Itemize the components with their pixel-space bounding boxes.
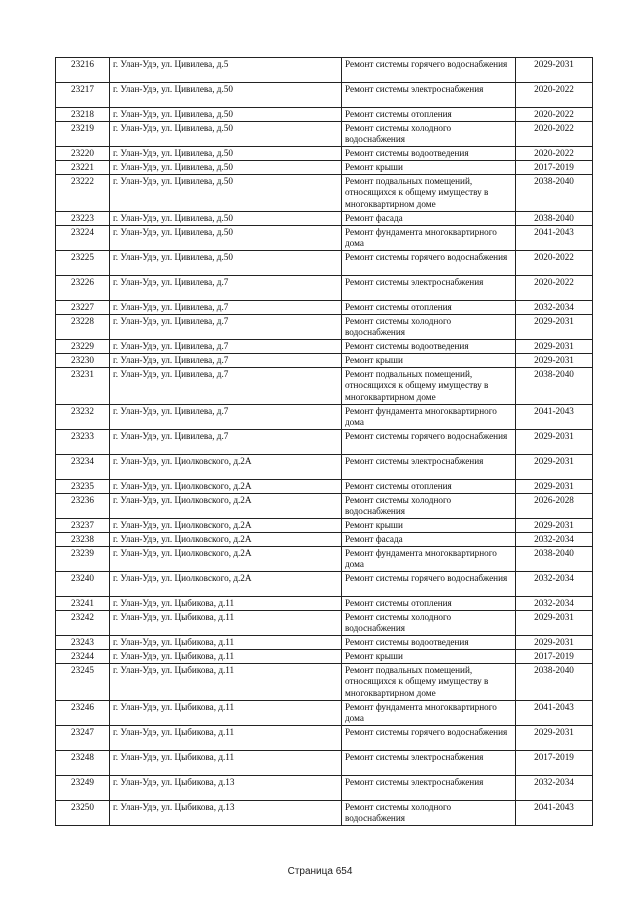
table-body bbox=[56, 58, 593, 826]
address-cell: г. Улан-Удэ, ул. Циолковского, д.2А bbox=[110, 519, 342, 533]
address-cell: г. Улан-Удэ, ул. Циолковского, д.2А bbox=[110, 455, 342, 480]
row-number-cell: 23238 bbox=[56, 533, 110, 547]
address-cell: г. Улан-Удэ, ул. Циолковского, д.2А bbox=[110, 572, 342, 597]
period-cell: 2017-2019 bbox=[516, 751, 593, 776]
table-row bbox=[56, 494, 593, 519]
period-cell: 2029-2031 bbox=[516, 455, 593, 480]
table-row bbox=[56, 405, 593, 430]
address-cell: г. Улан-Удэ, ул. Цыбикова, д.11 bbox=[110, 751, 342, 776]
work-type-cell: Ремонт системы горячего водоснабжения bbox=[342, 430, 516, 455]
address-cell: г. Улан-Удэ, ул. Цивилева, д.7 bbox=[110, 354, 342, 368]
work-type-cell: Ремонт системы холодного водоснабжения bbox=[342, 494, 516, 519]
work-type-cell: Ремонт системы электроснабжения bbox=[342, 455, 516, 480]
period-cell: 2032-2034 bbox=[516, 776, 593, 801]
row-number-cell: 23222 bbox=[56, 175, 110, 212]
work-type-cell: Ремонт фундамента многоквартирного дома bbox=[342, 547, 516, 572]
work-type-cell: Ремонт системы холодного водоснабжения bbox=[342, 801, 516, 826]
work-type-cell: Ремонт системы горячего водоснабжения bbox=[342, 251, 516, 276]
period-cell: 2041-2043 bbox=[516, 226, 593, 251]
table-row bbox=[56, 354, 593, 368]
period-cell: 2038-2040 bbox=[516, 175, 593, 212]
row-number-cell: 23239 bbox=[56, 547, 110, 572]
row-number-cell: 23218 bbox=[56, 108, 110, 122]
table-row bbox=[56, 301, 593, 315]
row-number-cell: 23220 bbox=[56, 147, 110, 161]
address-cell: г. Улан-Удэ, ул. Цивилева, д.7 bbox=[110, 315, 342, 340]
row-number-cell: 23229 bbox=[56, 340, 110, 354]
row-number-cell: 23230 bbox=[56, 354, 110, 368]
row-number-cell: 23248 bbox=[56, 751, 110, 776]
row-number-cell: 23225 bbox=[56, 251, 110, 276]
repair-schedule-table bbox=[55, 57, 593, 826]
period-cell: 2017-2019 bbox=[516, 161, 593, 175]
row-number-cell: 23221 bbox=[56, 161, 110, 175]
period-cell: 2041-2043 bbox=[516, 801, 593, 826]
row-number-cell: 23232 bbox=[56, 405, 110, 430]
row-number-cell: 23247 bbox=[56, 726, 110, 751]
period-cell: 2020-2022 bbox=[516, 108, 593, 122]
period-cell: 2020-2022 bbox=[516, 147, 593, 161]
work-type-cell: Ремонт системы отопления bbox=[342, 597, 516, 611]
address-cell: г. Улан-Удэ, ул. Цивилева, д.7 bbox=[110, 405, 342, 430]
address-cell: г. Улан-Удэ, ул. Цыбикова, д.11 bbox=[110, 664, 342, 701]
period-cell: 2041-2043 bbox=[516, 701, 593, 726]
work-type-cell: Ремонт системы холодного водоснабжения bbox=[342, 611, 516, 636]
address-cell: г. Улан-Удэ, ул. Цивилева, д.50 bbox=[110, 161, 342, 175]
table-row bbox=[56, 547, 593, 572]
work-type-cell: Ремонт системы холодного водоснабжения bbox=[342, 315, 516, 340]
address-cell: г. Улан-Удэ, ул. Цивилева, д.7 bbox=[110, 276, 342, 301]
work-type-cell: Ремонт крыши bbox=[342, 519, 516, 533]
row-number-cell: 23236 bbox=[56, 494, 110, 519]
table-row bbox=[56, 455, 593, 480]
period-cell: 2017-2019 bbox=[516, 650, 593, 664]
address-cell: г. Улан-Удэ, ул. Цивилева, д.50 bbox=[110, 108, 342, 122]
table-row bbox=[56, 650, 593, 664]
address-cell: г. Улан-Удэ, ул. Цыбикова, д.11 bbox=[110, 650, 342, 664]
address-cell: г. Улан-Удэ, ул. Цыбикова, д.11 bbox=[110, 611, 342, 636]
table-row bbox=[56, 572, 593, 597]
period-cell: 2029-2031 bbox=[516, 430, 593, 455]
period-cell: 2041-2043 bbox=[516, 405, 593, 430]
address-cell: г. Улан-Удэ, ул. Цивилева, д.50 bbox=[110, 122, 342, 147]
work-type-cell: Ремонт крыши bbox=[342, 354, 516, 368]
work-type-cell: Ремонт подвальных помещений, относящихся к общему имуществу в многоквартирном доме bbox=[342, 175, 516, 212]
address-cell: г. Улан-Удэ, ул. Цыбикова, д.11 bbox=[110, 636, 342, 650]
work-type-cell: Ремонт подвальных помещений, относящихся к общему имуществу в многоквартирном доме bbox=[342, 664, 516, 701]
table-row bbox=[56, 701, 593, 726]
period-cell: 2029-2031 bbox=[516, 611, 593, 636]
row-number-cell: 23235 bbox=[56, 480, 110, 494]
period-cell: 2029-2031 bbox=[516, 480, 593, 494]
row-number-cell: 23224 bbox=[56, 226, 110, 251]
work-type-cell: Ремонт системы электроснабжения bbox=[342, 751, 516, 776]
work-type-cell: Ремонт фундамента многоквартирного дома bbox=[342, 701, 516, 726]
row-number-cell: 23234 bbox=[56, 455, 110, 480]
period-cell: 2029-2031 bbox=[516, 58, 593, 83]
address-cell: г. Улан-Удэ, ул. Циолковского, д.2А bbox=[110, 494, 342, 519]
address-cell: г. Улан-Удэ, ул. Циолковского, д.2А bbox=[110, 480, 342, 494]
period-cell: 2032-2034 bbox=[516, 533, 593, 547]
work-type-cell: Ремонт системы горячего водоснабжения bbox=[342, 572, 516, 597]
work-type-cell: Ремонт фундамента многоквартирного дома bbox=[342, 226, 516, 251]
period-cell: 2029-2031 bbox=[516, 354, 593, 368]
table-row bbox=[56, 430, 593, 455]
period-cell: 2038-2040 bbox=[516, 212, 593, 226]
address-cell: г. Улан-Удэ, ул. Цыбикова, д.11 bbox=[110, 597, 342, 611]
work-type-cell: Ремонт системы холодного водоснабжения bbox=[342, 122, 516, 147]
table-row bbox=[56, 368, 593, 405]
work-type-cell: Ремонт крыши bbox=[342, 161, 516, 175]
period-cell: 2020-2022 bbox=[516, 83, 593, 108]
address-cell: г. Улан-Удэ, ул. Цивилева, д.50 bbox=[110, 83, 342, 108]
table-row bbox=[56, 315, 593, 340]
address-cell: г. Улан-Удэ, ул. Цивилева, д.50 bbox=[110, 212, 342, 226]
table-row bbox=[56, 212, 593, 226]
address-cell: г. Улан-Удэ, ул. Цыбикова, д.13 bbox=[110, 801, 342, 826]
table-row bbox=[56, 340, 593, 354]
period-cell: 2020-2022 bbox=[516, 276, 593, 301]
work-type-cell: Ремонт системы отопления bbox=[342, 108, 516, 122]
period-cell: 2026-2028 bbox=[516, 494, 593, 519]
work-type-cell: Ремонт системы горячего водоснабжения bbox=[342, 58, 516, 83]
table-row bbox=[56, 251, 593, 276]
row-number-cell: 23233 bbox=[56, 430, 110, 455]
row-number-cell: 23223 bbox=[56, 212, 110, 226]
address-cell: г. Улан-Удэ, ул. Цыбикова, д.11 bbox=[110, 726, 342, 751]
address-cell: г. Улан-Удэ, ул. Цивилева, д.5 bbox=[110, 58, 342, 83]
period-cell: 2029-2031 bbox=[516, 726, 593, 751]
table-row bbox=[56, 636, 593, 650]
row-number-cell: 23240 bbox=[56, 572, 110, 597]
period-cell: 2029-2031 bbox=[516, 340, 593, 354]
row-number-cell: 23226 bbox=[56, 276, 110, 301]
work-type-cell: Ремонт системы электроснабжения bbox=[342, 776, 516, 801]
work-type-cell: Ремонт фундамента многоквартирного дома bbox=[342, 405, 516, 430]
row-number-cell: 23244 bbox=[56, 650, 110, 664]
table-row bbox=[56, 147, 593, 161]
row-number-cell: 23219 bbox=[56, 122, 110, 147]
period-cell: 2020-2022 bbox=[516, 251, 593, 276]
table-row bbox=[56, 480, 593, 494]
address-cell: г. Улан-Удэ, ул. Цыбикова, д.11 bbox=[110, 701, 342, 726]
row-number-cell: 23243 bbox=[56, 636, 110, 650]
row-number-cell: 23228 bbox=[56, 315, 110, 340]
row-number-cell: 23237 bbox=[56, 519, 110, 533]
table-row bbox=[56, 175, 593, 212]
row-number-cell: 23241 bbox=[56, 597, 110, 611]
period-cell: 2038-2040 bbox=[516, 547, 593, 572]
period-cell: 2032-2034 bbox=[516, 572, 593, 597]
work-type-cell: Ремонт системы горячего водоснабжения bbox=[342, 726, 516, 751]
work-type-cell: Ремонт системы водоотведения bbox=[342, 147, 516, 161]
period-cell: 2032-2034 bbox=[516, 597, 593, 611]
row-number-cell: 23245 bbox=[56, 664, 110, 701]
page-number: Страница 654 bbox=[287, 866, 353, 877]
row-number-cell: 23227 bbox=[56, 301, 110, 315]
table-row bbox=[56, 226, 593, 251]
address-cell: г. Улан-Удэ, ул. Цивилева, д.7 bbox=[110, 301, 342, 315]
address-cell: г. Улан-Удэ, ул. Циолковского, д.2А bbox=[110, 547, 342, 572]
table-row bbox=[56, 664, 593, 701]
table-row bbox=[56, 108, 593, 122]
table-row bbox=[56, 58, 593, 83]
work-type-cell: Ремонт крыши bbox=[342, 650, 516, 664]
work-type-cell: Ремонт системы водоотведения bbox=[342, 636, 516, 650]
work-type-cell: Ремонт фасада bbox=[342, 533, 516, 547]
row-number-cell: 23231 bbox=[56, 368, 110, 405]
table-row bbox=[56, 751, 593, 776]
table-row bbox=[56, 122, 593, 147]
work-type-cell: Ремонт системы электроснабжения bbox=[342, 276, 516, 301]
table-row bbox=[56, 611, 593, 636]
period-cell: 2038-2040 bbox=[516, 368, 593, 405]
address-cell: г. Улан-Удэ, ул. Цивилева, д.7 bbox=[110, 340, 342, 354]
address-cell: г. Улан-Удэ, ул. Цыбикова, д.13 bbox=[110, 776, 342, 801]
address-cell: г. Улан-Удэ, ул. Цивилева, д.50 bbox=[110, 251, 342, 276]
address-cell: г. Улан-Удэ, ул. Цивилева, д.50 bbox=[110, 147, 342, 161]
work-type-cell: Ремонт системы водоотведения bbox=[342, 340, 516, 354]
row-number-cell: 23217 bbox=[56, 83, 110, 108]
period-cell: 2029-2031 bbox=[516, 315, 593, 340]
work-type-cell: Ремонт фасада bbox=[342, 212, 516, 226]
table-row bbox=[56, 83, 593, 108]
table-row bbox=[56, 161, 593, 175]
period-cell: 2029-2031 bbox=[516, 636, 593, 650]
period-cell: 2029-2031 bbox=[516, 519, 593, 533]
period-cell: 2020-2022 bbox=[516, 122, 593, 147]
work-type-cell: Ремонт системы электроснабжения bbox=[342, 83, 516, 108]
work-type-cell: Ремонт системы отопления bbox=[342, 301, 516, 315]
address-cell: г. Улан-Удэ, ул. Цивилева, д.7 bbox=[110, 368, 342, 405]
row-number-cell: 23246 bbox=[56, 701, 110, 726]
table-row bbox=[56, 276, 593, 301]
work-type-cell: Ремонт системы отопления bbox=[342, 480, 516, 494]
address-cell: г. Улан-Удэ, ул. Цивилева, д.50 bbox=[110, 226, 342, 251]
row-number-cell: 23242 bbox=[56, 611, 110, 636]
address-cell: г. Улан-Удэ, ул. Цивилева, д.7 bbox=[110, 430, 342, 455]
row-number-cell: 23249 bbox=[56, 776, 110, 801]
table-row bbox=[56, 726, 593, 751]
period-cell: 2032-2034 bbox=[516, 301, 593, 315]
period-cell: 2038-2040 bbox=[516, 664, 593, 701]
address-cell: г. Улан-Удэ, ул. Циолковского, д.2А bbox=[110, 533, 342, 547]
table-row bbox=[56, 801, 593, 826]
table-row bbox=[56, 776, 593, 801]
table-row bbox=[56, 519, 593, 533]
table-row bbox=[56, 533, 593, 547]
address-cell: г. Улан-Удэ, ул. Цивилева, д.50 bbox=[110, 175, 342, 212]
work-type-cell: Ремонт подвальных помещений, относящихся к общему имуществу в многоквартирном доме bbox=[342, 368, 516, 405]
row-number-cell: 23216 bbox=[56, 58, 110, 83]
row-number-cell: 23250 bbox=[56, 801, 110, 826]
table-row bbox=[56, 597, 593, 611]
